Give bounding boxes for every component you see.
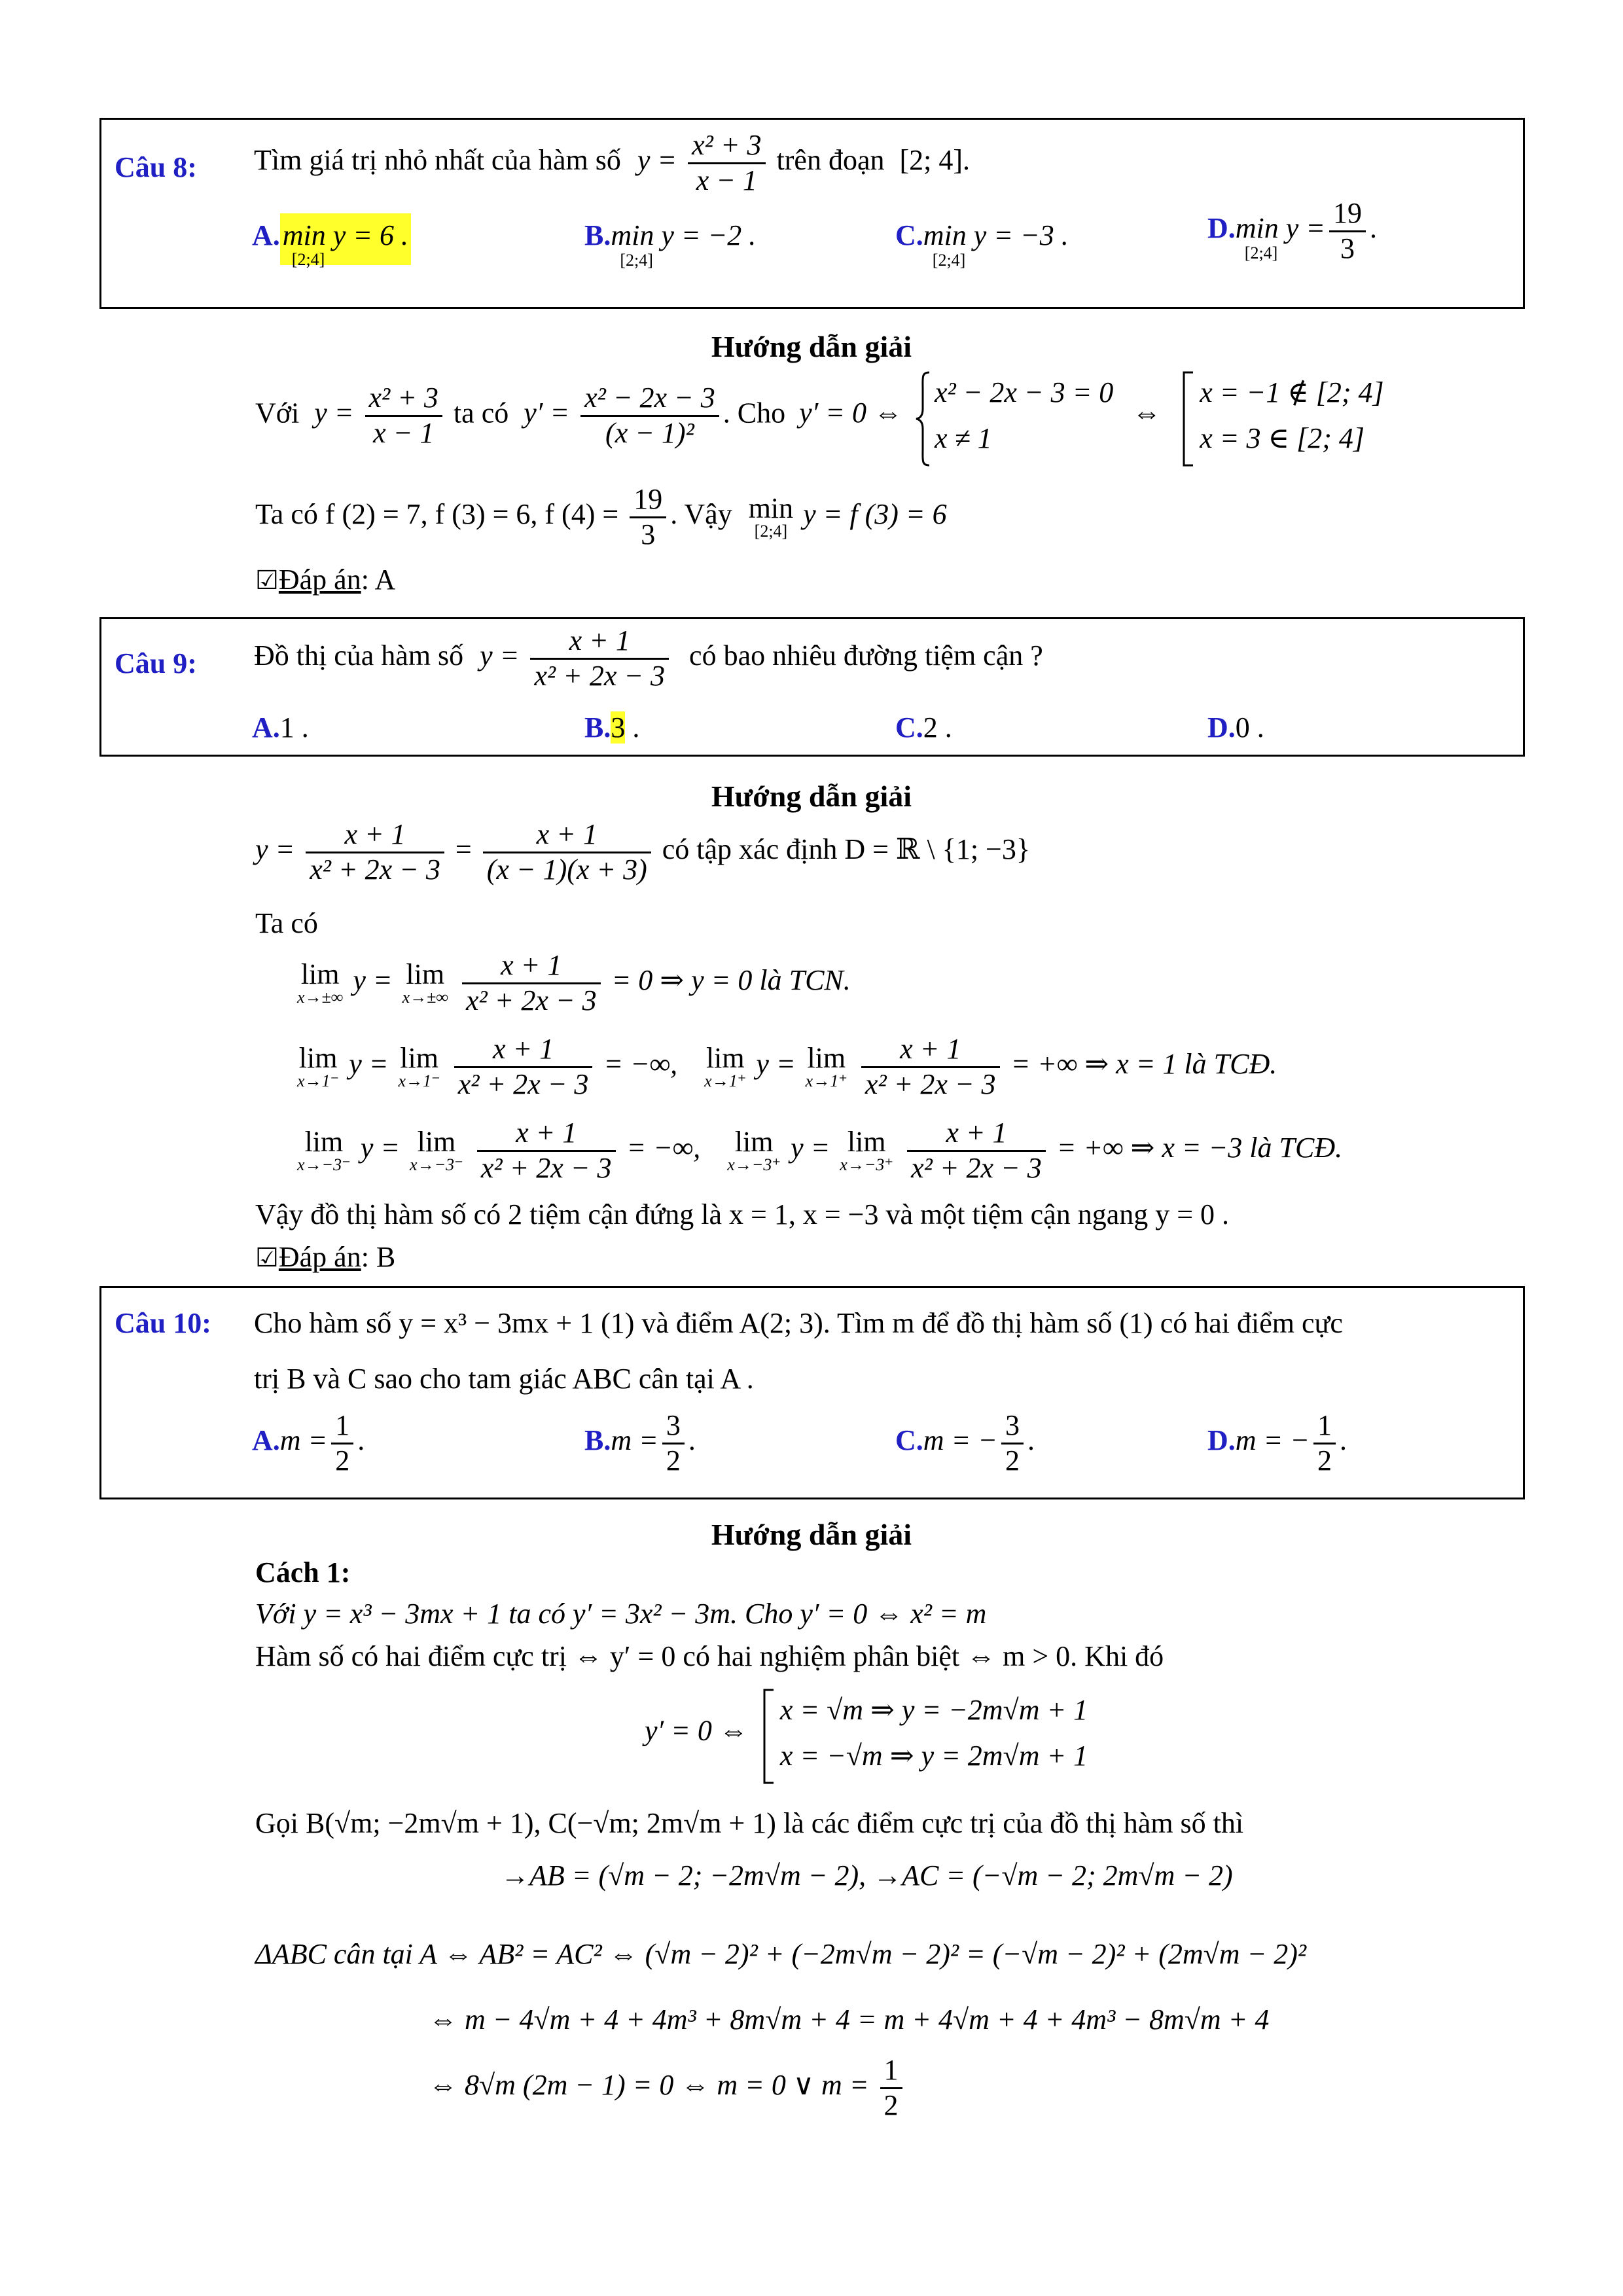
- q10-solution-line-1: Với y = x³ − 3mx + 1 ta có y′ = 3x² − 3m. Cho y′ = 0 ⇔ x² = m: [255, 1598, 987, 1630]
- question-8-option-b[interactable]: B.min y = −2 . [2;4]: [584, 219, 757, 270]
- q9-solution-line-5: lim x→−3⁻ y = lim x→−3⁻ $\frac{x + 1}{\text{x² + 2x − 3}}$ = −∞, lim x→−3⁺ y = lim x→−3⁺ $\frac{x + 1}{\text{x² + 2x − 3}}$ = +∞ ⇒ x = −3 là TCĐ.: [297, 1117, 1343, 1184]
- q9-solution-line-3: lim x→±∞ y = lim x→±∞ $\frac{x + 1}{\text{x² + 2x − 3}}$ = 0 ⇒ y = 0 là TCN.: [297, 949, 851, 1016]
- q9-solution-line-1: y = $\frac{x + 1}{\text{x² + 2x − 3}}$ = $\frac{x + 1}{(x - 1)(x + 3)}$ có tập xác định D = ℝ \ {1; −3}: [255, 818, 1030, 886]
- q9-solution-line-4: lim x→1⁻ y = lim x→1⁻ $\frac{x + 1}{\text{x² + 2x − 3}}$ = −∞, lim x→1⁺ y = lim x→1⁺ $\frac{x + 1}{\text{x² + 2x − 3}}$ = +∞ ⇒ x = 1 là TCĐ.: [297, 1033, 1277, 1100]
- question-9-option-d[interactable]: D.0 .: [1207, 711, 1264, 744]
- question-8-box: [99, 118, 1525, 309]
- q10-solution-line-4: Gọi B(√m; −2m√m + 1), C(−√m; 2m√m + 1) là các điểm cực trị của đồ thị hàm số thì: [255, 1807, 1244, 1839]
- question-8-stem: Tìm giá trị nhỏ nhất của hàm số y = $\frac{\text{x² + 3}}{x - 1}$ trên đoạn [2; 4].: [254, 129, 970, 196]
- question-8-option-d[interactable]: D.min y = [2;4] $\frac{19}{3}$ .: [1207, 197, 1378, 264]
- question-9-solution-heading: Hướng dẫn giải: [711, 780, 912, 813]
- q8-solution-line-1: Với y = $\frac{\text{x² + 3}}{x - 1}$ ta có y′ = $\frac{\text{x² − 2x − 3}}{\text{(x − 1)²}}$ . Cho y′ = 0 ⇔ x² − 2x − 3 = 0 x ≠ 1 ⇔ x = −1 ∉ [2; 4] x = 3 ∈ [2; 4]: [255, 370, 1389, 462]
- q9-solution-line-6: Vậy đồ thị hàm số có 2 tiệm cận đứng là x = 1, x = −3 và một tiệm cận ngang y = 0 .: [255, 1198, 1230, 1230]
- square-bracket-icon: [760, 1687, 777, 1785]
- q10-solution-line-3: y′ = 0 ⇔ x = √m ⇒ y = −2m√m + 1 x = −√m ⇒ y = 2m√m + 1: [645, 1687, 1093, 1780]
- q8-system-1: x² − 2x − 3 = 0 x ≠ 1: [915, 370, 1113, 462]
- question-9-stem: Đồ thị của hàm số y = $\frac{x + 1}{\text{x² + 2x − 3}}$ có bao nhiêu đường tiệm cận ?: [254, 624, 1043, 692]
- square-bracket-icon: [1180, 370, 1197, 468]
- question-10-option-b[interactable]: B.m = $\frac{3}{2}$ .: [584, 1409, 696, 1477]
- question-10-stem-line-2: trị B và C sao cho tam giác ABC cân tại A .: [254, 1363, 754, 1395]
- question-10-option-a[interactable]: A.m = $\frac{1}{2}$ .: [252, 1409, 365, 1477]
- question-8-label: Câu 8:: [115, 151, 197, 183]
- question-9-label: Câu 9:: [115, 647, 197, 679]
- q8-system-2: x = −1 ∉ [2; 4] x = 3 ∈ [2; 4]: [1180, 370, 1383, 462]
- q10-solution-line-6: ΔABC cân tại A ⇔ AB² = AC² ⇔ (√m − 2)² + (−2m√m − 2)² = (−√m − 2)² + (2m√m − 2)²: [255, 1938, 1307, 1970]
- question-9-option-c[interactable]: C.2 .: [895, 711, 952, 744]
- question-10-solution-heading: Hướng dẫn giải: [711, 1518, 912, 1551]
- question-8-solution-heading: Hướng dẫn giải: [711, 330, 912, 363]
- question-9-box: [99, 617, 1525, 757]
- question-10-option-d[interactable]: D.m = − $\frac{1}{2}$ .: [1207, 1409, 1347, 1477]
- question-9-option-a[interactable]: A.1 .: [252, 711, 309, 744]
- question-8-option-a[interactable]: A.min y = 6 . [2;4]: [252, 213, 411, 265]
- checkbox-icon: ☑: [255, 1243, 279, 1272]
- q10-method-label: Cách 1:: [255, 1556, 351, 1588]
- question-9-option-b[interactable]: B.3 .: [584, 711, 640, 744]
- q10-solution-line-2: Hàm số có hai điểm cực trị ⇔ y′ = 0 có hai nghiệm phân biệt ⇔ m > 0. Khi đó: [255, 1640, 1164, 1672]
- q8-solution-line-2: Ta có f (2) = 7, f (3) = 6, f (4) = $\frac{19}{3}$ . Vậy min [2;4] y = f (3) = 6: [255, 483, 947, 550]
- checkbox-icon: ☑: [255, 565, 279, 595]
- question-8-fraction: $\frac{\text{x² + 3}}{x - 1}$: [688, 129, 765, 197]
- q9-answer: ☑Đáp án: B: [255, 1241, 396, 1273]
- question-10-box: [99, 1286, 1525, 1499]
- q8-answer: ☑Đáp án: A: [255, 564, 396, 596]
- q9-solution-line-2: Ta có: [255, 907, 318, 939]
- question-10-stem-line-1: Cho hàm số y = x³ − 3mx + 1 (1) và điểm A(2; 3). Tìm m để đồ thị hàm số (1) có hai điểm cực: [254, 1307, 1343, 1339]
- q10-solution-line-5: →AB = (√m − 2; −2m√m − 2), →AC = (−√m − 2; 2m√m − 2): [501, 1859, 1233, 1892]
- question-8-option-c[interactable]: C.min y = −3 . [2;4]: [895, 219, 1069, 270]
- q10-solution-line-7: ⇔ m − 4√m + 4 + 4m³ + 8m√m + 4 = m + 4√m + 4 + 4m³ − 8m√m + 4: [429, 2003, 1270, 2036]
- question-10-option-c[interactable]: C.m = − $\frac{3}{2}$ .: [895, 1409, 1035, 1477]
- curly-brace-icon: [915, 370, 932, 468]
- q10-solution-line-8: ⇔ 8√m (2m − 1) = 0 ⇔ m = 0 ∨ m = $\frac{1}{2}$: [429, 2054, 906, 2122]
- question-10-label: Câu 10:: [115, 1307, 211, 1339]
